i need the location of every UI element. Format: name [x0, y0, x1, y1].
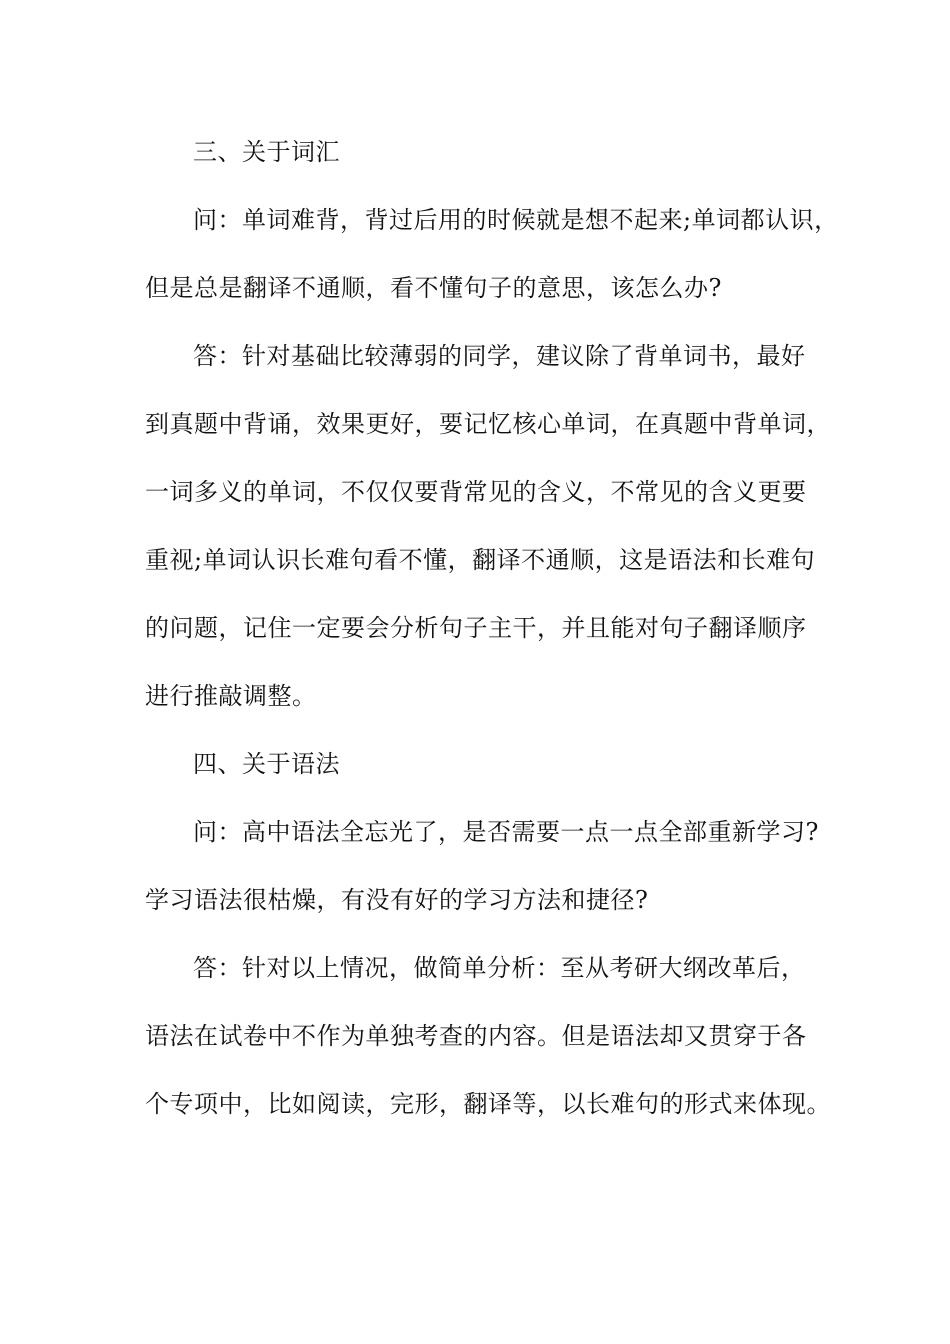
question-vocabulary-line-2: 但是总是翻译不通顺，看不懂句子的意思，该怎么办? — [145, 274, 722, 302]
question-vocabulary-line-1: 问：单词难背，背过后用的时候就是想不起来;单词都认识， — [193, 206, 839, 234]
question-grammar-line-2: 学习语法很枯燥，有没有好的学习方法和捷径? — [145, 886, 649, 914]
answer-grammar-line-1: 答：针对以上情况，做简单分析：至从考研大纲改革后， — [193, 954, 806, 982]
question-grammar-line-1: 问：高中语法全忘光了，是否需要一点一点全部重新学习? — [193, 818, 819, 846]
answer-vocabulary-line-3: 一词多义的单词，不仅仅要背常见的含义，不常见的含义更要 — [145, 478, 807, 506]
answer-vocabulary-line-6: 进行推敲调整。 — [145, 682, 317, 710]
answer-vocabulary-line-1: 答：针对基础比较薄弱的同学，建议除了背单词书，最好 — [193, 342, 806, 370]
answer-grammar-line-2: 语法在试卷中不作为单独考查的内容。但是语法却又贯穿于各 — [145, 1022, 807, 1050]
answer-vocabulary-line-4: 重视;单词认识长难句看不懂，翻译不通顺，这是语法和长难句 — [145, 546, 816, 574]
section-heading-grammar: 四、关于语法 — [193, 750, 340, 778]
answer-grammar-line-3: 个专项中，比如阅读，完形，翻译等，以长难句的形式来体现。 — [145, 1090, 831, 1118]
section-heading-vocabulary: 三、关于词汇 — [193, 138, 340, 166]
answer-vocabulary-line-5: 的问题，记住一定要会分析句子主干，并且能对句子翻译顺序 — [145, 614, 807, 642]
answer-vocabulary-line-2: 到真题中背诵，效果更好，要记忆核心单词，在真题中背单词， — [145, 410, 831, 438]
